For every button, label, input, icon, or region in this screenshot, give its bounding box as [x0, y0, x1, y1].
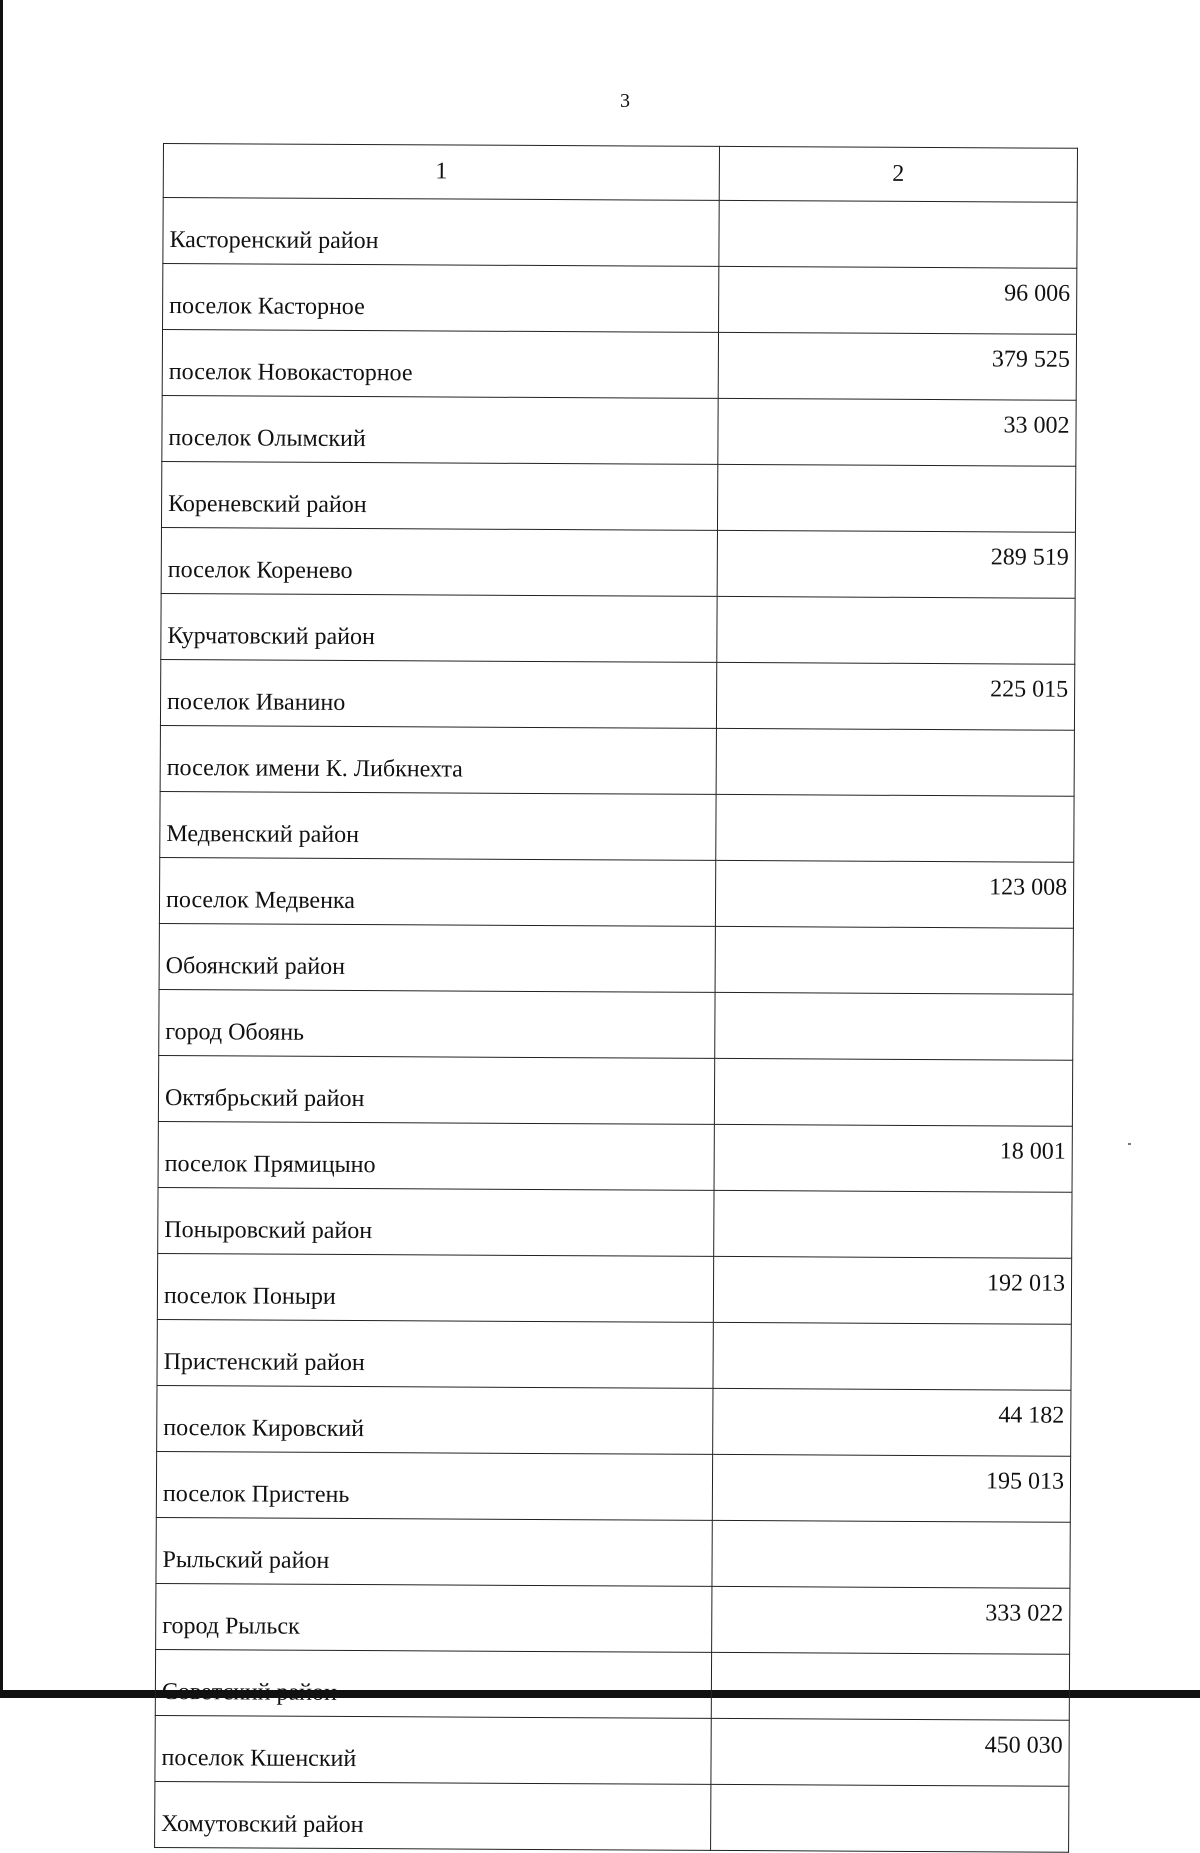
row-name-cell: поселок Иванино	[160, 659, 716, 728]
row-value-cell: 96 006	[719, 266, 1077, 334]
table-row	[162, 330, 1076, 401]
row-value-cell	[719, 200, 1077, 268]
row-name-cell: поселок Поныри	[157, 1253, 713, 1322]
table-row	[157, 1319, 1071, 1390]
row-value-cell: 33 002	[718, 398, 1076, 466]
column-header-2: 2	[719, 146, 1077, 202]
table-row	[162, 395, 1076, 466]
row-name-cell: Кореневский район	[161, 461, 717, 530]
row-name-cell: поселок Касторное	[163, 264, 719, 333]
row-name-cell: Пристенский район	[157, 1319, 713, 1388]
row-name-cell: Октябрьский район	[158, 1055, 714, 1124]
table-row	[157, 1253, 1071, 1324]
row-value-cell: 450 030	[711, 1718, 1069, 1786]
page-number: 3	[620, 90, 630, 112]
table-row	[160, 791, 1074, 862]
row-value-cell	[715, 992, 1073, 1060]
row-value-cell: 192 013	[713, 1256, 1071, 1324]
table-row	[161, 461, 1075, 532]
table-header-row	[163, 144, 1077, 203]
scan-left-edge	[0, 0, 3, 1698]
table-row	[155, 1649, 1069, 1720]
row-value-cell	[712, 1520, 1070, 1588]
row-value-cell	[713, 1322, 1071, 1390]
row-value-cell: 18 001	[714, 1124, 1072, 1192]
column-header-1: 1	[163, 144, 719, 201]
table-row	[156, 1451, 1070, 1522]
row-name-cell: поселок Кировский	[157, 1385, 713, 1454]
row-value-cell	[716, 728, 1074, 796]
row-value-cell: 225 015	[716, 662, 1074, 730]
table-row	[158, 1055, 1072, 1126]
row-name-cell: поселок Новокасторное	[162, 330, 718, 399]
row-value-cell: 123 008	[715, 860, 1073, 928]
row-name-cell: поселок Коренево	[161, 527, 717, 596]
row-value-cell: 379 525	[718, 332, 1076, 400]
table-row	[156, 1583, 1070, 1654]
row-name-cell: поселок Кшенский	[155, 1715, 711, 1784]
table-row	[158, 1121, 1072, 1192]
table-row	[163, 198, 1077, 269]
table-row	[156, 1517, 1070, 1588]
table-body	[155, 144, 1078, 1853]
row-name-cell: Касторенский район	[163, 198, 719, 267]
table-row	[157, 1385, 1071, 1456]
row-name-cell: поселок Медвенка	[159, 857, 715, 926]
row-name-cell: город Рыльск	[156, 1583, 712, 1652]
table-row	[159, 923, 1073, 994]
row-name-cell: Курчатовский район	[161, 593, 717, 662]
row-value-cell	[714, 1190, 1072, 1258]
row-name-cell: поселок имени К. Либкнехта	[160, 725, 716, 794]
scan-speck	[1128, 1143, 1131, 1145]
row-name-cell: Хомутовский район	[155, 1781, 711, 1850]
table-row	[158, 1187, 1072, 1258]
row-value-cell	[715, 926, 1073, 994]
row-value-cell	[711, 1652, 1069, 1720]
row-value-cell: 195 013	[712, 1454, 1070, 1522]
row-value-cell: 333 022	[712, 1586, 1070, 1654]
row-value-cell	[711, 1784, 1069, 1852]
table-row	[159, 989, 1073, 1060]
row-name-cell: поселок Прямицыно	[158, 1121, 714, 1190]
table-row	[161, 593, 1075, 664]
row-value-cell	[714, 1058, 1072, 1126]
table-row	[163, 264, 1077, 335]
row-name-cell: город Обоянь	[159, 989, 715, 1058]
row-value-cell	[717, 464, 1075, 532]
data-table	[154, 143, 1078, 1853]
row-name-cell: Рыльский район	[156, 1517, 712, 1586]
row-value-cell	[717, 596, 1075, 664]
row-name-cell: поселок Олымский	[162, 395, 718, 464]
table-row	[155, 1715, 1069, 1786]
row-value-cell: 44 182	[713, 1388, 1071, 1456]
table-row	[160, 725, 1074, 796]
row-name-cell: Поныровский район	[158, 1187, 714, 1256]
table-row	[155, 1781, 1069, 1852]
row-name-cell: Советский район	[155, 1649, 711, 1718]
row-value-cell: 289 519	[717, 530, 1075, 598]
table-row	[159, 857, 1073, 928]
table-row	[161, 527, 1075, 598]
row-value-cell	[716, 794, 1074, 862]
table-row	[160, 659, 1074, 730]
row-name-cell: поселок Пристень	[156, 1451, 712, 1520]
row-name-cell: Медвенский район	[160, 791, 716, 860]
row-name-cell: Обоянский район	[159, 923, 715, 992]
